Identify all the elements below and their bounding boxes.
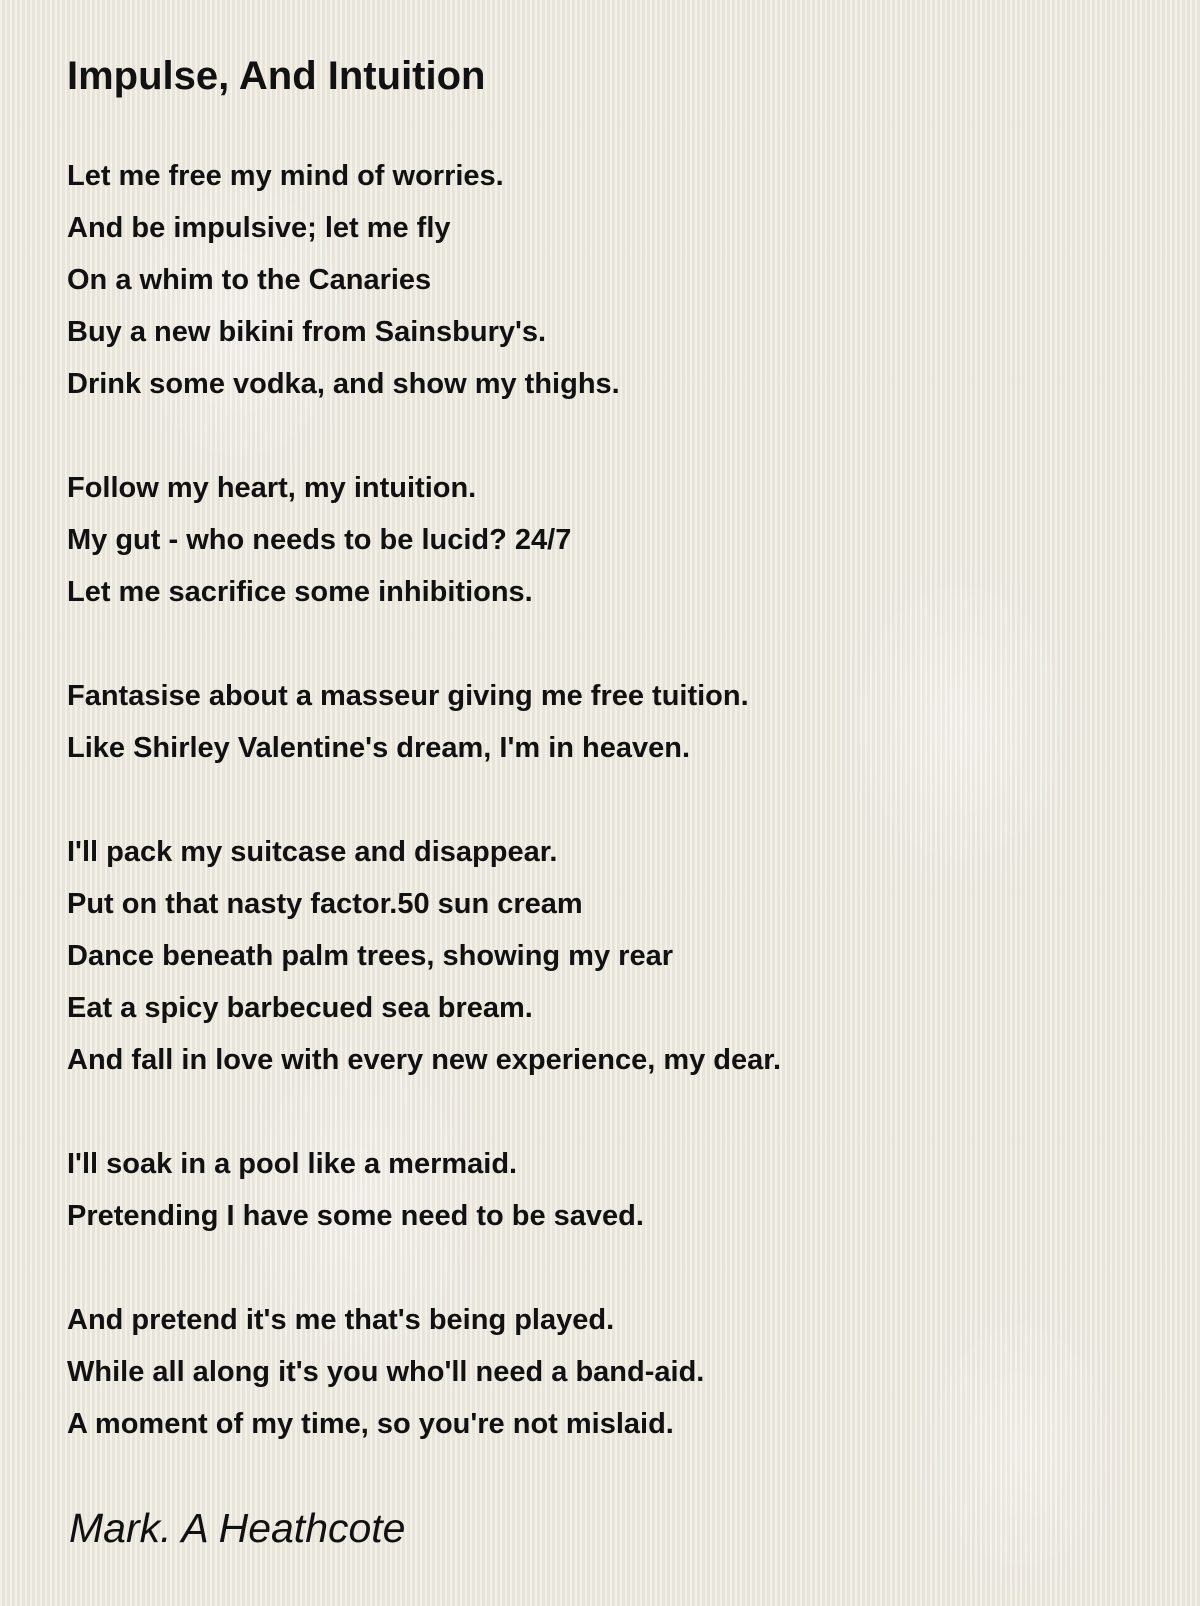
poem-line: And pretend it's me that's being played. [67,1304,615,1336]
poem-line: And be impulsive; let me fly [67,212,451,244]
poem-line: Put on that nasty factor.50 sun cream [67,888,583,920]
stanza-2 [67,462,781,618]
poem-line: I'll soak in a pool like a mermaid. [67,1148,518,1180]
poem-body [67,150,781,1502]
poem-author: Mark. A Heathcote [69,1505,406,1551]
poem-line: Buy a new bikini from Sainsbury's. [67,316,547,348]
stanza-4 [67,826,781,1086]
poem-line: Drink some vodka, and show my thighs. [67,368,620,400]
poem-line: Like Shirley Valentine's dream, I'm in heaven. [67,732,691,764]
poem-line: On a whim to the Canaries [67,264,432,296]
poem-line: Fantasise about a masseur giving me free tuition. [67,680,749,712]
poem-line: I'll pack my suitcase and disappear. [67,836,558,868]
stanza-6 [67,1294,781,1450]
poem-title: Impulse, And Intuition [67,54,486,98]
poem-line: Follow my heart, my intuition. [67,472,477,504]
stanza-3 [67,670,781,774]
stanza-5 [67,1138,781,1242]
poem-line: Eat a spicy barbecued sea bream. [67,992,533,1024]
stanza-1 [67,150,781,410]
poem-line: And fall in love with every new experience, my dear. [67,1044,781,1076]
poem-line: Let me sacrifice some inhibitions. [67,576,533,608]
poem-line: Pretending I have some need to be saved. [67,1200,644,1232]
poem-line: Let me free my mind of worries. [67,160,504,192]
poem-line: A moment of my time, so you're not mislaid. [67,1408,674,1440]
poem-line: My gut - who needs to be lucid? 24/7 [67,524,572,556]
poem-line: Dance beneath palm trees, showing my rear [67,940,673,972]
poem-line: While all along it's you who'll need a band-aid. [67,1356,705,1388]
